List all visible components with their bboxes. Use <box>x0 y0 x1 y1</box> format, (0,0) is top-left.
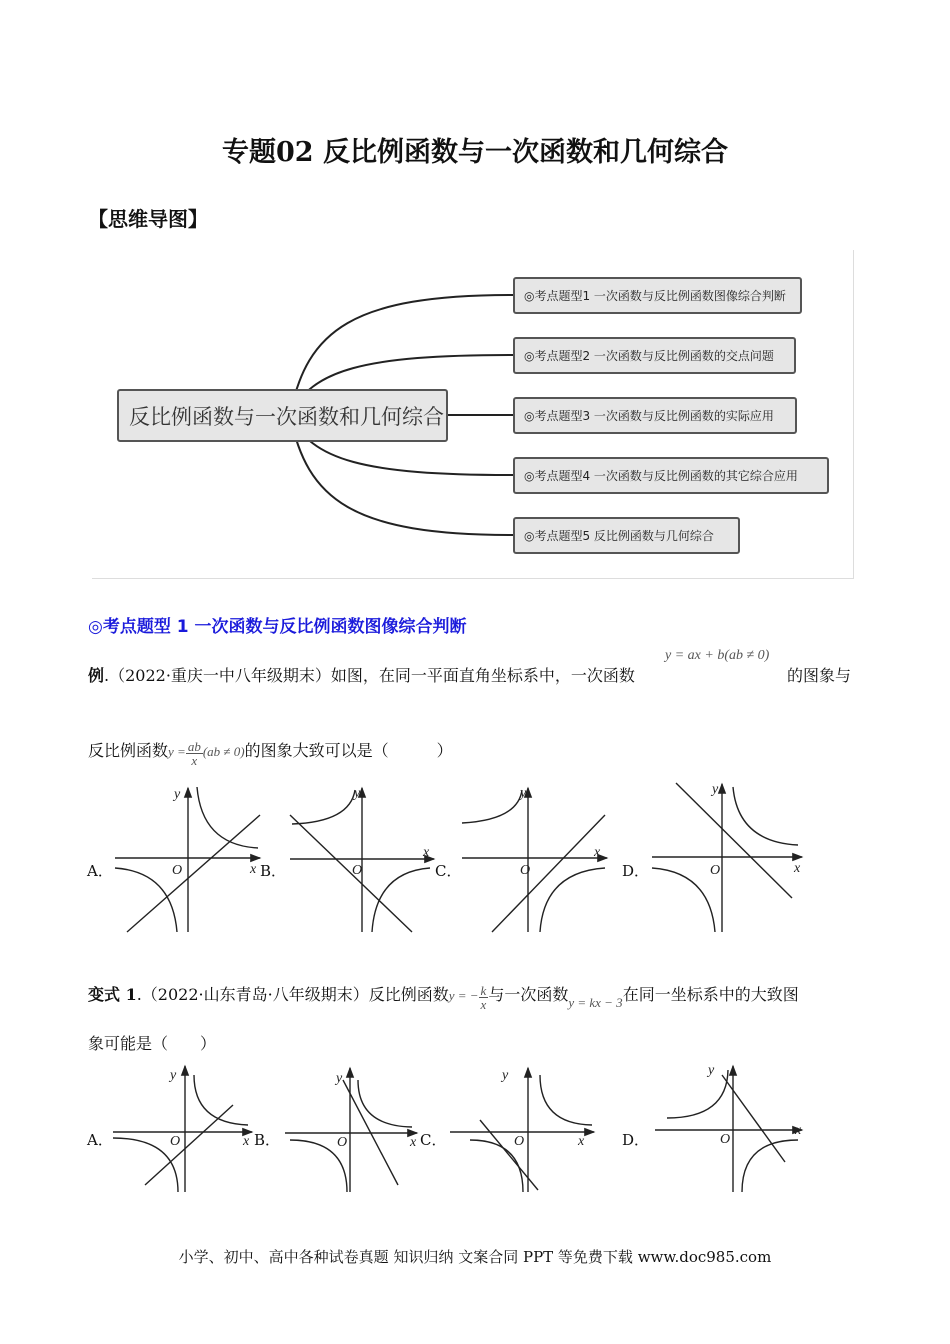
axis-label-y: y <box>170 1068 177 1083</box>
option-a[interactable]: A． <box>87 862 113 880</box>
graph-example-b <box>290 788 434 932</box>
section-heading: ◎考点题型 1 一次函数与反比例函数图像综合判断 <box>88 617 467 637</box>
axis-label-y: y <box>502 1068 509 1083</box>
mindmap-branch-3: ◎考点题型3 一次函数与反比例函数的实际应用 <box>513 397 797 434</box>
mindmap-branch-4: ◎考点题型4 一次函数与反比例函数的其它综合应用 <box>513 457 829 494</box>
example-text-2: 的图象与 <box>787 666 852 685</box>
condition: (ab ≠ 0) <box>202 744 245 759</box>
axis-label-origin: O <box>352 863 363 878</box>
formula-inverse-k <box>448 982 489 1012</box>
mindmap-heading: 【思维导图】 <box>88 207 208 231</box>
footer: 小学、初中、高中各种试卷真题 知识归纳 文案合同 PPT 等免费下载 www.doc985.com <box>178 1248 772 1266</box>
graph-example-d <box>652 783 802 932</box>
formula-linear-k: y = kx − 3 <box>568 995 623 1010</box>
axis-label-origin: O <box>720 1132 731 1147</box>
graph-example-a <box>115 787 260 932</box>
formula-lhs: y = − <box>448 988 479 1003</box>
axis-label-y: y <box>336 1071 343 1086</box>
graph-example-c <box>462 788 607 932</box>
example-text: .（2022·重庆一中八年级期末）如图，在同一平面直角坐标系中，一次函数 <box>104 666 635 685</box>
graph-variant-c <box>450 1068 594 1192</box>
variant-line-2: 象可能是（ ） <box>88 1034 217 1053</box>
variant-option-d[interactable]: D． <box>622 1131 650 1149</box>
axis-label-y: y <box>174 787 181 802</box>
mindmap-branch-5: ◎考点题型5 反比例函数与几何综合 <box>513 517 740 554</box>
graph-variant-d <box>655 1066 802 1192</box>
axis-label-y: y <box>712 782 719 797</box>
example-line-1 <box>88 663 635 686</box>
fraction <box>479 984 489 1011</box>
variant-text-2: 与一次函数 <box>488 985 569 1004</box>
page-title: 专题02 反比例函数与一次函数和几何综合 <box>222 137 728 168</box>
axis-label-origin: O <box>514 1134 525 1149</box>
denominator: x <box>480 996 487 1012</box>
variant-option-c[interactable]: C． <box>420 1131 447 1149</box>
axis-label-y: y <box>520 786 527 801</box>
formula-linear: y = ax + b(ab ≠ 0) <box>665 648 770 663</box>
axis-label-x: x <box>250 862 257 877</box>
variant-label: 变式 1 <box>88 985 137 1004</box>
axis-label-origin: O <box>337 1135 348 1150</box>
formula-inverse <box>168 738 245 768</box>
variant-option-a[interactable]: A． <box>87 1131 113 1149</box>
mindmap-branch-2: ◎考点题型2 一次函数与反比例函数的交点问题 <box>513 337 796 374</box>
axis-label-x: x <box>410 1135 417 1150</box>
variant-text: .（2022·山东青岛·八年级期末）反比例函数 <box>136 985 449 1004</box>
formula-lhs: y = <box>168 744 186 759</box>
mindmap-root: 反比例函数与一次函数和几何综合 <box>117 389 448 442</box>
axis-label-x: x <box>243 1134 250 1149</box>
variant-option-b[interactable]: B． <box>254 1131 281 1149</box>
mindmap <box>92 250 854 579</box>
variant-line-1 <box>88 982 799 1011</box>
example-text-4: 的图象大致可以是（ ） <box>244 741 453 760</box>
variant-text-3: 在同一坐标系中的大致图 <box>622 985 799 1004</box>
option-c[interactable]: C． <box>435 862 462 880</box>
option-b[interactable]: B． <box>260 862 287 880</box>
axis-label-y: y <box>354 786 361 801</box>
example-text-3: 反比例函数 <box>88 741 169 760</box>
axis-label-x: x <box>423 845 430 860</box>
mindmap-branch-1: ◎考点题型1 一次函数与反比例函数图像综合判断 <box>513 277 802 314</box>
axis-label-origin: O <box>172 863 183 878</box>
graph-variant-a <box>113 1066 252 1192</box>
numerator: ab <box>187 738 201 754</box>
axis-label-x: x <box>795 1123 802 1138</box>
denominator: x <box>191 752 198 768</box>
axis-label-x: x <box>578 1134 585 1149</box>
example-line-2 <box>88 738 453 767</box>
graph-variant-b <box>285 1068 417 1192</box>
axis-label-x: x <box>594 845 601 860</box>
fraction <box>186 740 203 767</box>
axis-label-origin: O <box>710 863 721 878</box>
numerator: k <box>480 982 487 998</box>
axis-label-origin: O <box>170 1134 181 1149</box>
axis-label-y: y <box>708 1063 715 1078</box>
axis-label-x: x <box>794 861 801 876</box>
axis-label-origin: O <box>520 863 531 878</box>
example-label: 例 <box>88 666 105 685</box>
option-d[interactable]: D． <box>622 862 650 880</box>
